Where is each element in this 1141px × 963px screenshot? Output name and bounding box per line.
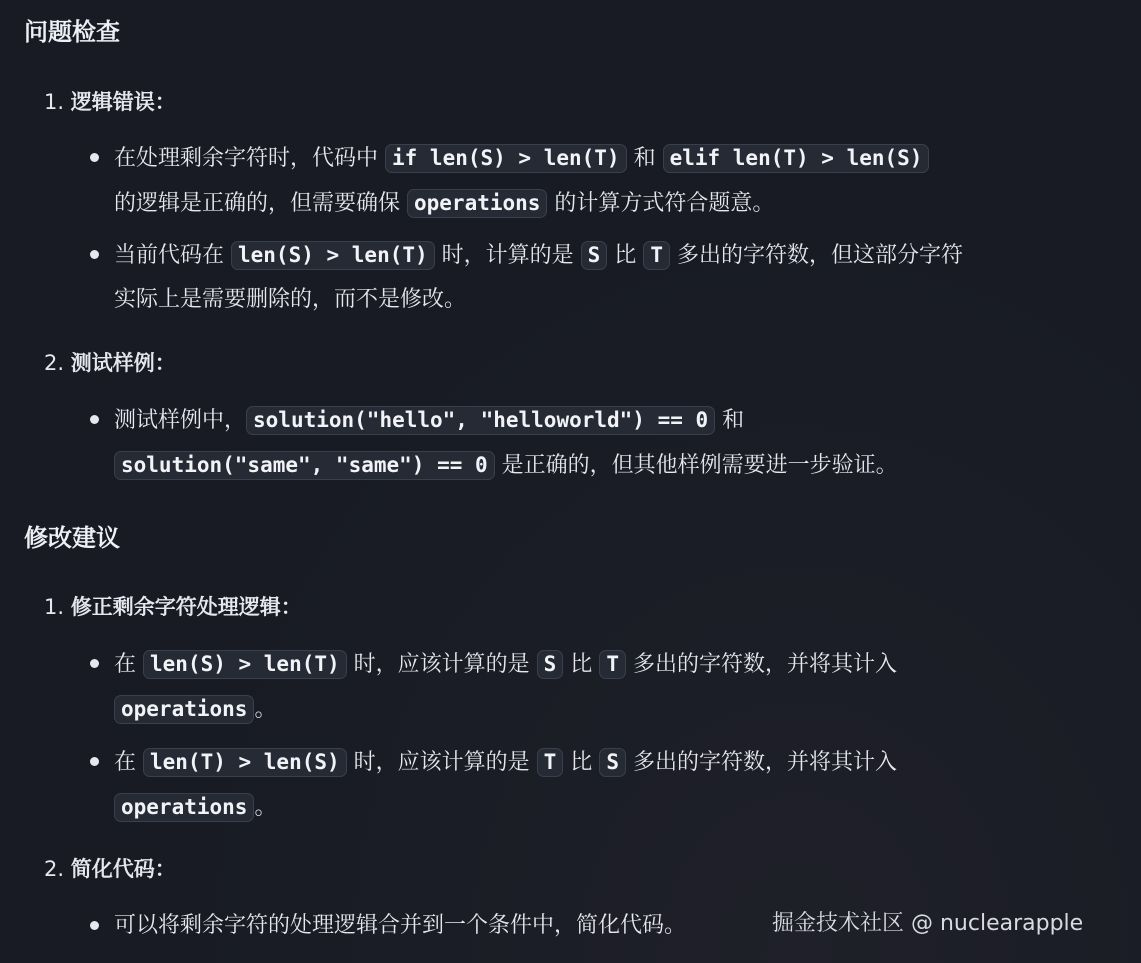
bullet-dot	[90, 250, 99, 259]
bullet-text: 时，应该计算的是	[346, 750, 537, 775]
numbered-item-logic-error	[44, 86, 176, 116]
bullet-dot	[90, 415, 99, 424]
inline-code: solution("hello", "helloworld") == 0	[246, 406, 715, 435]
bullet-line	[114, 188, 774, 219]
item-heading: 简化代码：	[70, 857, 176, 881]
item-number: 1.	[44, 90, 65, 114]
bullet-text: 比	[563, 652, 600, 677]
inline-code: solution("same", "same") == 0	[114, 451, 495, 480]
bullet-line	[114, 649, 897, 680]
bullet-line	[114, 405, 744, 436]
bullet-text: 的计算方式符合题意。	[547, 191, 775, 216]
bullet-text: 多出的字符数，但这部分字符	[669, 243, 963, 268]
bullet-line: 实际上是需要删除的，而不是修改。	[114, 287, 467, 312]
inline-code: if len(S) > len(T)	[385, 144, 627, 173]
watermark: 掘金技术社区 @ nuclearapple	[772, 911, 1084, 936]
bullet-text: 和	[715, 408, 745, 433]
inline-code: S	[599, 748, 626, 777]
item-number: 2.	[44, 857, 65, 881]
bullet-text: 和	[626, 146, 663, 171]
bullet-line: 可以将剩余字符的处理逻辑合并到一个条件中，简化代码。	[114, 913, 687, 938]
section-title-problem-check: 问题检查	[24, 18, 120, 46]
bullet-text: 多出的字符数，并将其计入	[625, 750, 897, 775]
bullet-dot	[90, 659, 99, 668]
inline-code: operations	[114, 695, 254, 724]
inline-code: len(T) > len(S)	[143, 748, 347, 777]
bullet-line	[114, 143, 929, 174]
numbered-item-test-cases	[44, 347, 176, 377]
bullet-line	[114, 694, 276, 725]
bullet-text: 当前代码在	[114, 243, 231, 268]
bullet-text: 的逻辑是正确的，但需要确保	[114, 191, 407, 216]
inline-code: S	[537, 650, 564, 679]
bullet-text: 。	[254, 795, 277, 820]
item-heading: 逻辑错误：	[70, 90, 176, 114]
bullet-line	[114, 240, 963, 271]
bullet-text: 时，应该计算的是	[346, 652, 537, 677]
bullet-line	[114, 747, 897, 778]
item-heading: 测试样例：	[70, 351, 176, 375]
inline-code: len(S) > len(T)	[143, 650, 347, 679]
bullet-text: 。	[254, 697, 277, 722]
inline-code: len(S) > len(T)	[231, 241, 435, 270]
inline-code: elif len(T) > len(S)	[663, 144, 930, 173]
inline-code: S	[581, 241, 608, 270]
numbered-item-fix-logic	[44, 591, 302, 621]
bullet-text: 在	[114, 652, 143, 677]
section-title-suggestions: 修改建议	[24, 524, 120, 552]
inline-code: T	[537, 748, 564, 777]
inline-code: operations	[407, 189, 547, 218]
bullet-text: 多出的字符数，并将其计入	[625, 652, 897, 677]
item-number: 2.	[44, 351, 65, 375]
inline-code: T	[643, 241, 670, 270]
inline-code: T	[599, 650, 626, 679]
numbered-item-simplify-code	[44, 853, 176, 883]
bullet-text: 时，计算的是	[434, 243, 581, 268]
bullet-dot	[90, 757, 99, 766]
bullet-text: 在	[114, 750, 143, 775]
bullet-dot	[90, 153, 99, 162]
bullet-line	[114, 792, 276, 823]
bullet-text: 比	[607, 243, 644, 268]
bullet-text: 是正确的，但其他样例需要进一步验证。	[494, 453, 898, 478]
inline-code: operations	[114, 793, 254, 822]
bullet-text: 比	[563, 750, 600, 775]
bullet-line	[114, 450, 898, 481]
item-number: 1.	[44, 595, 65, 619]
item-heading: 修正剩余字符处理逻辑：	[70, 595, 302, 619]
bullet-text: 在处理剩余字符时，代码中	[114, 146, 385, 171]
bullet-dot	[90, 921, 99, 930]
bullet-text: 测试样例中，	[114, 408, 247, 433]
